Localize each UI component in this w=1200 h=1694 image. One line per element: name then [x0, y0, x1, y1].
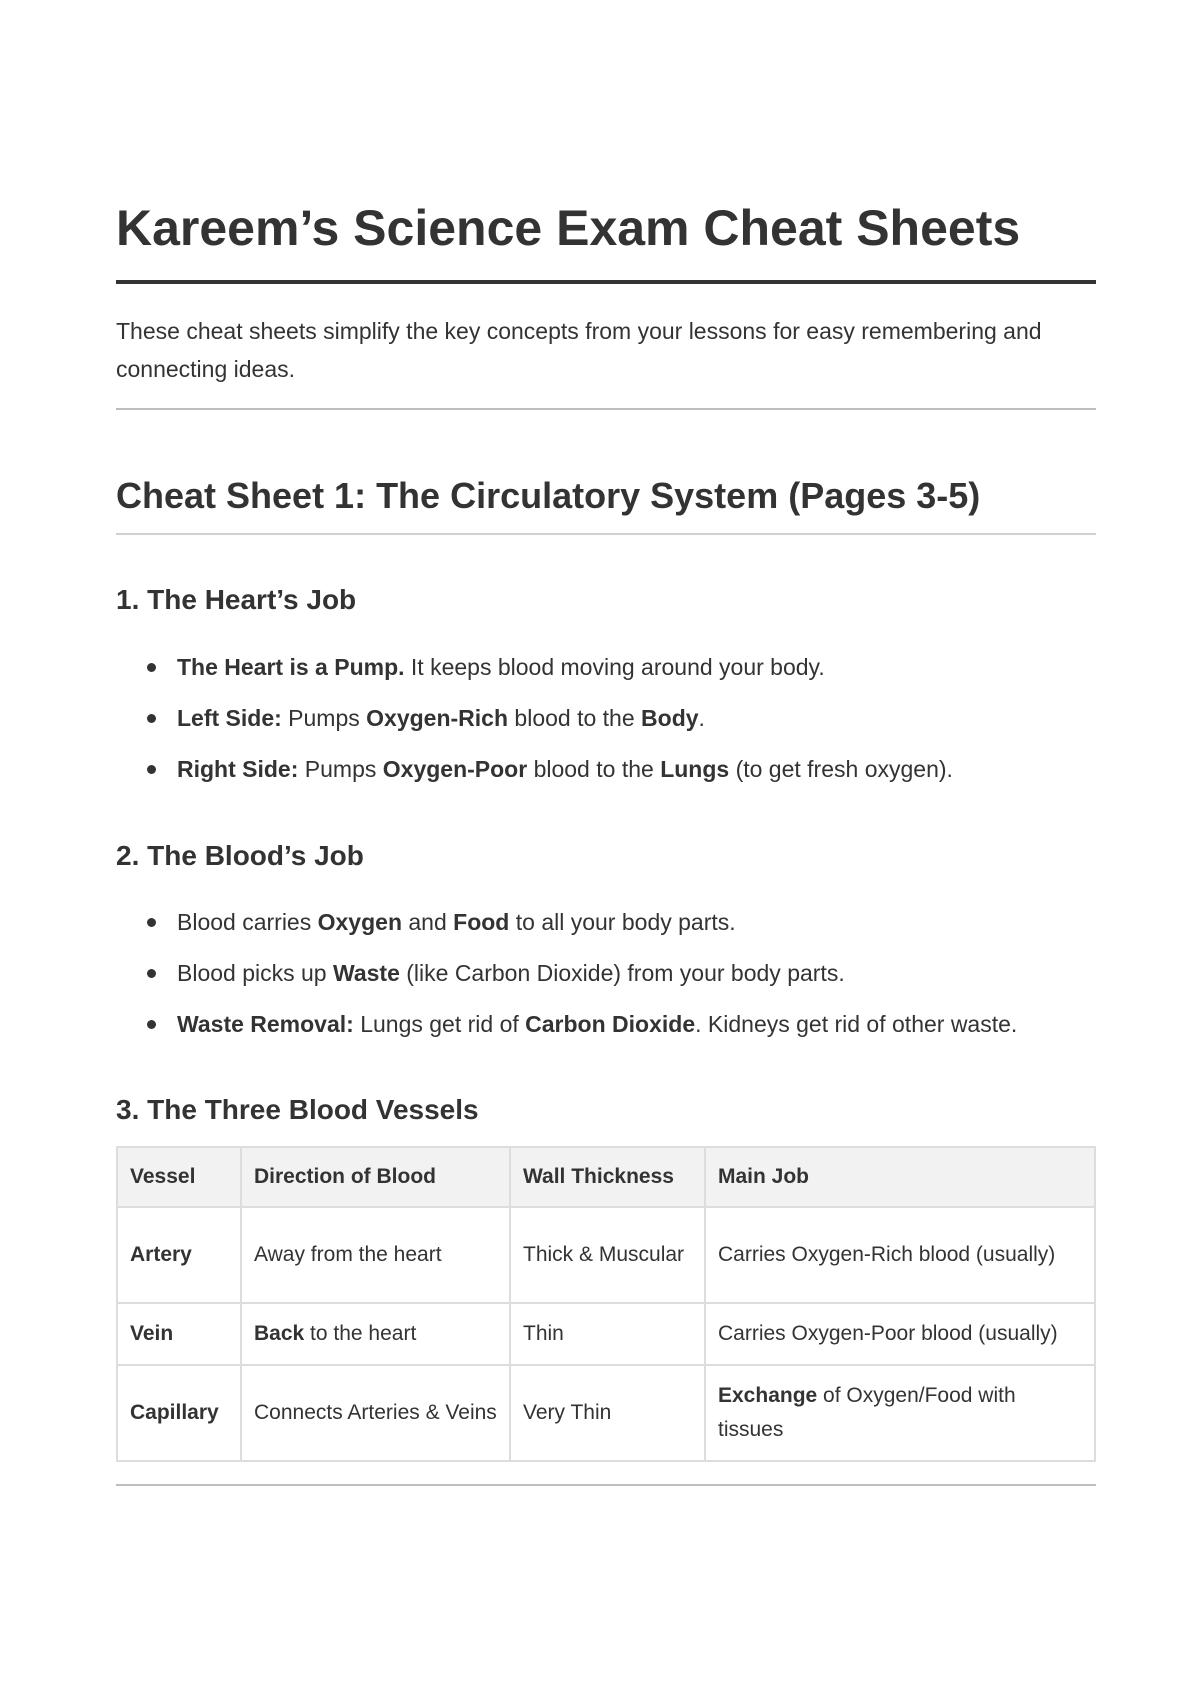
page-title: Kareem’s Science Exam Cheat Sheets [116, 200, 1021, 256]
heading-underline [116, 533, 1096, 535]
table-row [117, 1207, 1095, 1303]
table-cell: Very Thin [510, 1365, 705, 1461]
list-item: Right Side: Pumps Oxygen-Poor blood to the Lungs (to get fresh oxygen). [116, 753, 1096, 785]
table-cell: Capillary [117, 1365, 241, 1461]
table-cell: Exchange of Oxygen/Food with tissues [705, 1365, 1095, 1461]
table-cell: Thin [510, 1303, 705, 1365]
cheat-sheet-1-heading: Cheat Sheet 1: The Circulatory System (Pages 3-5) [116, 475, 981, 516]
table-cell: Vein [117, 1303, 241, 1365]
section-divider [116, 1484, 1096, 1486]
blood-vessels-table [116, 1146, 1096, 1462]
table-cell: Back to the heart [241, 1303, 510, 1365]
section-heading-blood-vessels: 3. The Three Blood Vessels [116, 1094, 479, 1125]
hearts-job-list [116, 651, 1096, 804]
section-divider [116, 408, 1096, 410]
table-cell: Artery [117, 1207, 241, 1303]
section-heading-bloods-job: 2. The Blood’s Job [116, 840, 364, 871]
table-cell: Carries Oxygen-Poor blood (usually) [705, 1303, 1095, 1365]
table-cell: Thick & Muscular [510, 1207, 705, 1303]
title-divider [116, 280, 1096, 284]
column-header: Main Job [705, 1147, 1095, 1207]
table-row [117, 1365, 1095, 1461]
table-cell: Connects Arteries & Veins [241, 1365, 510, 1461]
list-item: Blood carries Oxygen and Food to all your body parts. [116, 906, 1096, 938]
table-row [117, 1303, 1095, 1365]
list-item: The Heart is a Pump. It keeps blood moving around your body. [116, 651, 1096, 683]
list-item: Blood picks up Waste (like Carbon Dioxide) from your body parts. [116, 957, 1096, 989]
column-header: Direction of Blood [241, 1147, 510, 1207]
table-header-row [117, 1147, 1095, 1207]
list-item: Left Side: Pumps Oxygen-Rich blood to the Body. [116, 702, 1096, 734]
bloods-job-list [116, 906, 1096, 1059]
column-header: Vessel [117, 1147, 241, 1207]
column-header: Wall Thickness [510, 1147, 705, 1207]
table-cell: Away from the heart [241, 1207, 510, 1303]
section-heading-hearts-job: 1. The Heart’s Job [116, 584, 357, 615]
intro-paragraph: These cheat sheets simplify the key concepts from your lessons for easy remembering and connecting ideas. [116, 318, 1042, 382]
table-cell: Carries Oxygen-Rich blood (usually) [705, 1207, 1095, 1303]
list-item: Waste Removal: Lungs get rid of Carbon Dioxide. Kidneys get rid of other waste. [116, 1008, 1096, 1040]
